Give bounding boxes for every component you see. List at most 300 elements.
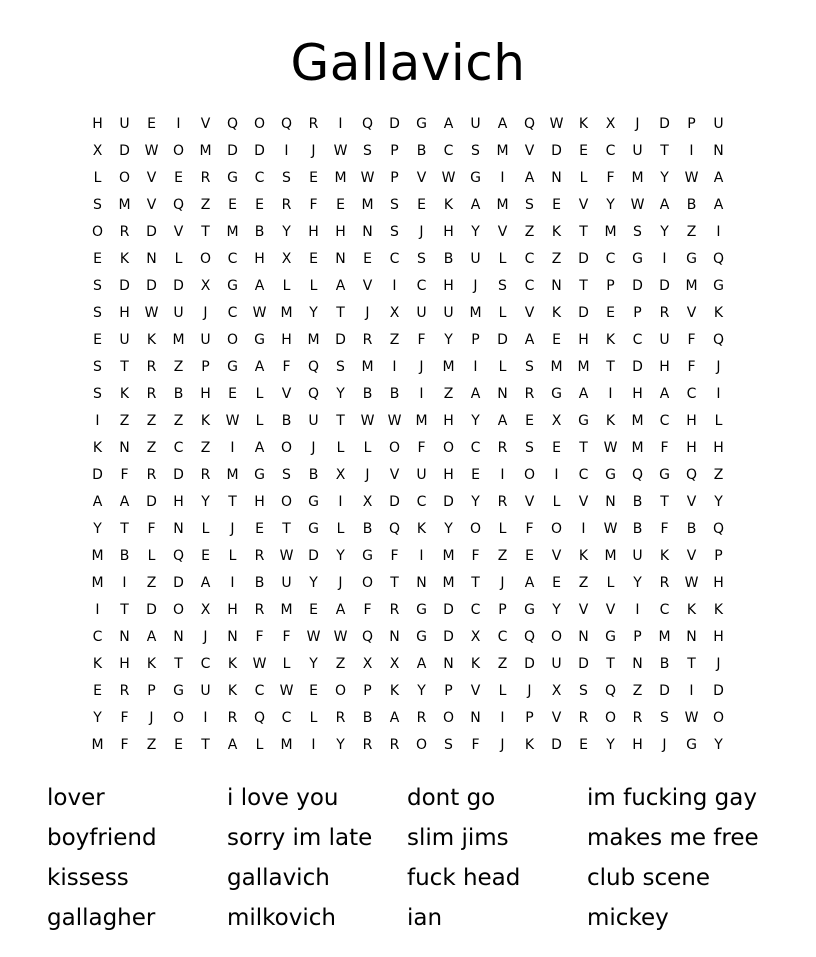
grid-letter[interactable]: T <box>336 413 345 429</box>
grid-letter[interactable]: P <box>444 683 453 699</box>
grid-letter[interactable]: Q <box>631 467 644 483</box>
grid-letter[interactable]: N <box>551 278 562 294</box>
grid-letter[interactable]: T <box>174 656 183 672</box>
grid-letter[interactable]: G <box>173 683 184 699</box>
grid-letter[interactable]: D <box>389 116 400 132</box>
grid-letter[interactable]: V <box>551 710 562 726</box>
grid-letter[interactable]: R <box>659 575 670 591</box>
grid-letter[interactable]: M <box>307 332 320 348</box>
grid-letter[interactable]: I <box>392 359 397 375</box>
grid-letter[interactable]: F <box>660 521 669 537</box>
grid-letter[interactable]: E <box>93 251 102 267</box>
grid-letter[interactable]: Y <box>714 737 723 753</box>
grid-letter[interactable]: L <box>552 494 561 510</box>
grid-letter[interactable]: L <box>336 440 345 456</box>
grid-letter[interactable]: Y <box>309 656 318 672</box>
grid-letter[interactable]: I <box>608 386 613 402</box>
grid-letter[interactable]: Y <box>660 224 669 240</box>
grid-letter[interactable]: A <box>254 359 265 375</box>
grid-letter[interactable]: G <box>686 251 697 267</box>
grid-letter[interactable]: R <box>416 710 427 726</box>
grid-letter[interactable]: W <box>603 440 618 456</box>
grid-letter[interactable]: G <box>605 467 616 483</box>
grid-letter[interactable]: P <box>606 278 615 294</box>
grid-letter[interactable]: M <box>496 197 509 213</box>
grid-letter[interactable]: K <box>92 656 103 672</box>
grid-letter[interactable]: I <box>635 602 640 618</box>
grid-letter[interactable]: J <box>230 521 235 537</box>
grid-letter[interactable]: U <box>632 548 643 564</box>
grid-letter[interactable]: E <box>309 251 318 267</box>
grid-letter[interactable]: O <box>280 494 293 510</box>
grid-letter[interactable]: J <box>365 305 370 321</box>
grid-letter[interactable]: O <box>550 629 563 645</box>
grid-letter[interactable]: I <box>500 467 505 483</box>
grid-letter[interactable]: V <box>551 548 562 564</box>
grid-letter[interactable]: P <box>498 602 507 618</box>
grid-letter[interactable]: X <box>551 683 562 699</box>
grid-letter[interactable]: Y <box>201 494 210 510</box>
grid-letter[interactable]: V <box>605 602 616 618</box>
grid-letter[interactable]: M <box>199 143 212 159</box>
grid-letter[interactable]: J <box>473 278 478 294</box>
grid-letter[interactable]: E <box>174 737 183 753</box>
grid-letter[interactable]: F <box>120 467 129 483</box>
grid-letter[interactable]: G <box>254 467 265 483</box>
grid-letter[interactable]: R <box>254 548 265 564</box>
grid-letter[interactable]: C <box>470 602 481 618</box>
grid-letter[interactable]: L <box>228 548 237 564</box>
grid-letter[interactable]: R <box>119 683 130 699</box>
grid-letter[interactable]: E <box>417 197 426 213</box>
grid-letter[interactable]: S <box>471 143 480 159</box>
grid-letter[interactable]: A <box>200 575 211 591</box>
grid-letter[interactable]: W <box>252 305 267 321</box>
grid-letter[interactable]: Q <box>388 521 401 537</box>
grid-letter[interactable]: W <box>333 629 348 645</box>
grid-letter[interactable]: R <box>281 197 292 213</box>
grid-letter[interactable]: J <box>311 143 316 159</box>
grid-letter[interactable]: S <box>336 359 345 375</box>
grid-letter[interactable]: J <box>365 467 370 483</box>
grid-letter[interactable]: O <box>388 440 401 456</box>
grid-letter[interactable]: Z <box>146 737 157 753</box>
grid-letter[interactable]: B <box>173 386 184 402</box>
grid-letter[interactable]: R <box>389 737 400 753</box>
grid-letter[interactable]: T <box>606 359 615 375</box>
grid-letter[interactable]: S <box>525 440 534 456</box>
grid-letter[interactable]: K <box>686 602 697 618</box>
grid-letter[interactable]: Z <box>389 332 400 348</box>
grid-letter[interactable]: B <box>416 143 427 159</box>
grid-letter[interactable]: U <box>308 413 319 429</box>
grid-letter[interactable]: O <box>550 521 563 537</box>
grid-letter[interactable]: O <box>415 737 428 753</box>
grid-letter[interactable]: Z <box>497 656 508 672</box>
grid-letter[interactable]: G <box>308 494 319 510</box>
grid-letter[interactable]: E <box>471 467 480 483</box>
grid-letter[interactable]: A <box>335 602 346 618</box>
grid-letter[interactable]: A <box>524 332 535 348</box>
grid-letter[interactable]: N <box>119 629 130 645</box>
grid-letter[interactable]: J <box>338 575 343 591</box>
grid-letter[interactable]: Y <box>336 548 345 564</box>
grid-letter[interactable]: Y <box>633 575 642 591</box>
grid-letter[interactable]: Z <box>497 548 508 564</box>
grid-letter[interactable]: Z <box>173 359 184 375</box>
grid-letter[interactable]: I <box>419 548 424 564</box>
grid-letter[interactable]: S <box>363 143 372 159</box>
grid-letter[interactable]: M <box>361 197 374 213</box>
grid-letter[interactable]: R <box>362 737 373 753</box>
grid-letter[interactable]: T <box>120 602 129 618</box>
grid-letter[interactable]: I <box>284 143 289 159</box>
grid-letter[interactable]: A <box>659 386 670 402</box>
grid-letter[interactable]: S <box>93 197 102 213</box>
grid-letter[interactable]: L <box>147 548 156 564</box>
grid-letter[interactable]: T <box>390 575 399 591</box>
grid-letter[interactable]: E <box>309 602 318 618</box>
grid-letter[interactable]: A <box>524 170 535 186</box>
grid-letter[interactable]: R <box>308 116 319 132</box>
grid-letter[interactable]: L <box>93 170 102 186</box>
grid-letter[interactable]: E <box>309 683 318 699</box>
grid-letter[interactable]: U <box>713 116 724 132</box>
grid-letter[interactable]: I <box>473 359 478 375</box>
grid-letter[interactable]: Y <box>714 494 723 510</box>
grid-letter[interactable]: C <box>281 710 292 726</box>
grid-letter[interactable]: V <box>389 467 400 483</box>
grid-letter[interactable]: I <box>689 683 694 699</box>
grid-letter[interactable]: U <box>200 332 211 348</box>
grid-letter[interactable]: Q <box>712 332 725 348</box>
grid-letter[interactable]: A <box>497 413 508 429</box>
grid-letter[interactable]: W <box>684 170 699 186</box>
grid-letter[interactable]: K <box>227 683 238 699</box>
grid-letter[interactable]: G <box>470 170 481 186</box>
grid-letter[interactable]: O <box>469 521 482 537</box>
grid-letter[interactable]: W <box>279 683 294 699</box>
grid-letter[interactable]: H <box>119 656 130 672</box>
grid-letter[interactable]: K <box>119 251 130 267</box>
grid-letter[interactable]: Y <box>444 332 453 348</box>
grid-letter[interactable]: Y <box>471 224 480 240</box>
grid-letter[interactable]: M <box>496 143 509 159</box>
grid-letter[interactable]: L <box>363 440 372 456</box>
grid-letter[interactable]: A <box>713 170 724 186</box>
grid-letter[interactable]: I <box>338 116 343 132</box>
grid-letter[interactable]: H <box>686 440 697 456</box>
grid-letter[interactable]: H <box>335 224 346 240</box>
grid-letter[interactable]: I <box>311 737 316 753</box>
grid-letter[interactable]: I <box>203 710 208 726</box>
grid-letter[interactable]: F <box>255 629 264 645</box>
grid-letter[interactable]: Y <box>660 170 669 186</box>
grid-letter[interactable]: M <box>361 359 374 375</box>
grid-letter[interactable]: J <box>203 629 208 645</box>
grid-letter[interactable]: V <box>497 224 508 240</box>
grid-letter[interactable]: W <box>387 413 402 429</box>
grid-letter[interactable]: H <box>632 737 643 753</box>
grid-letter[interactable]: C <box>227 251 238 267</box>
grid-letter[interactable]: J <box>716 656 721 672</box>
grid-letter[interactable]: X <box>335 467 346 483</box>
grid-letter[interactable]: V <box>524 305 535 321</box>
grid-letter[interactable]: O <box>523 467 536 483</box>
grid-letter[interactable]: D <box>335 332 346 348</box>
grid-letter[interactable]: E <box>255 521 264 537</box>
grid-letter[interactable]: G <box>254 332 265 348</box>
grid-letter[interactable]: B <box>362 521 373 537</box>
grid-letter[interactable]: G <box>686 737 697 753</box>
grid-letter[interactable]: Z <box>119 413 130 429</box>
grid-letter[interactable]: F <box>525 521 534 537</box>
grid-letter[interactable]: L <box>579 170 588 186</box>
grid-letter[interactable]: Z <box>200 440 211 456</box>
grid-letter[interactable]: X <box>200 278 211 294</box>
grid-letter[interactable]: P <box>201 359 210 375</box>
grid-letter[interactable]: F <box>471 548 480 564</box>
grid-letter[interactable]: L <box>255 737 264 753</box>
grid-letter[interactable]: Q <box>712 521 725 537</box>
grid-letter[interactable]: X <box>362 494 373 510</box>
grid-letter[interactable]: T <box>228 494 237 510</box>
grid-letter[interactable]: W <box>684 710 699 726</box>
grid-letter[interactable]: L <box>498 251 507 267</box>
grid-letter[interactable]: P <box>633 305 642 321</box>
grid-letter[interactable]: D <box>254 143 265 159</box>
grid-letter[interactable]: D <box>659 278 670 294</box>
grid-letter[interactable]: D <box>119 143 130 159</box>
grid-letter[interactable]: B <box>119 548 130 564</box>
grid-letter[interactable]: V <box>686 548 697 564</box>
grid-letter[interactable]: H <box>254 251 265 267</box>
grid-letter[interactable]: M <box>631 413 644 429</box>
grid-letter[interactable]: L <box>498 521 507 537</box>
grid-letter[interactable]: Q <box>226 116 239 132</box>
grid-letter[interactable]: Z <box>335 656 346 672</box>
grid-letter[interactable]: X <box>470 629 481 645</box>
grid-letter[interactable]: U <box>551 656 562 672</box>
grid-letter[interactable]: N <box>119 440 130 456</box>
grid-letter[interactable]: H <box>713 629 724 645</box>
grid-letter[interactable]: D <box>146 224 157 240</box>
grid-letter[interactable]: C <box>524 251 535 267</box>
grid-letter[interactable]: U <box>470 116 481 132</box>
grid-letter[interactable]: N <box>578 629 589 645</box>
grid-letter[interactable]: M <box>91 575 104 591</box>
grid-letter[interactable]: J <box>716 359 721 375</box>
grid-letter[interactable]: E <box>552 197 561 213</box>
grid-letter[interactable]: D <box>713 683 724 699</box>
grid-letter[interactable]: C <box>605 143 616 159</box>
grid-letter[interactable]: F <box>120 737 129 753</box>
grid-letter[interactable]: H <box>713 575 724 591</box>
grid-letter[interactable]: S <box>579 683 588 699</box>
grid-letter[interactable]: K <box>389 683 400 699</box>
grid-letter[interactable]: M <box>280 305 293 321</box>
grid-letter[interactable]: N <box>146 251 157 267</box>
grid-letter[interactable]: Y <box>282 224 291 240</box>
grid-letter[interactable]: H <box>281 332 292 348</box>
grid-letter[interactable]: D <box>578 305 589 321</box>
grid-letter[interactable]: C <box>92 629 103 645</box>
grid-letter[interactable]: A <box>470 197 481 213</box>
grid-letter[interactable]: A <box>713 197 724 213</box>
grid-letter[interactable]: I <box>230 440 235 456</box>
grid-letter[interactable]: V <box>362 278 373 294</box>
grid-letter[interactable]: K <box>578 116 589 132</box>
grid-letter[interactable]: Q <box>307 359 320 375</box>
grid-letter[interactable]: Q <box>307 386 320 402</box>
grid-letter[interactable]: Z <box>713 467 724 483</box>
grid-letter[interactable]: R <box>254 602 265 618</box>
grid-letter[interactable]: M <box>226 467 239 483</box>
grid-letter[interactable]: V <box>686 305 697 321</box>
grid-letter[interactable]: T <box>201 224 210 240</box>
grid-letter[interactable]: K <box>551 224 562 240</box>
grid-letter[interactable]: T <box>201 737 210 753</box>
grid-letter[interactable]: D <box>227 143 238 159</box>
grid-letter[interactable]: B <box>686 521 697 537</box>
grid-letter[interactable]: T <box>471 575 480 591</box>
grid-letter[interactable]: O <box>172 602 185 618</box>
grid-letter[interactable]: C <box>578 467 589 483</box>
grid-letter[interactable]: A <box>416 656 427 672</box>
grid-letter[interactable]: K <box>119 386 130 402</box>
grid-letter[interactable]: F <box>147 521 156 537</box>
grid-letter[interactable]: R <box>497 440 508 456</box>
grid-letter[interactable]: K <box>200 413 211 429</box>
grid-letter[interactable]: G <box>524 602 535 618</box>
grid-letter[interactable]: O <box>334 683 347 699</box>
grid-letter[interactable]: X <box>281 251 292 267</box>
grid-letter[interactable]: V <box>470 683 481 699</box>
grid-letter[interactable]: C <box>389 251 400 267</box>
grid-letter[interactable]: X <box>551 413 562 429</box>
grid-letter[interactable]: L <box>498 359 507 375</box>
grid-letter[interactable]: W <box>144 305 159 321</box>
grid-letter[interactable]: Z <box>146 440 157 456</box>
grid-letter[interactable]: O <box>361 575 374 591</box>
grid-letter[interactable]: L <box>255 386 264 402</box>
grid-letter[interactable]: P <box>633 629 642 645</box>
grid-letter[interactable]: L <box>606 575 615 591</box>
grid-letter[interactable]: W <box>333 143 348 159</box>
grid-letter[interactable]: I <box>554 467 559 483</box>
grid-letter[interactable]: H <box>443 413 454 429</box>
grid-letter[interactable]: G <box>659 467 670 483</box>
grid-letter[interactable]: L <box>498 305 507 321</box>
grid-letter[interactable]: D <box>173 278 184 294</box>
grid-letter[interactable]: R <box>497 494 508 510</box>
grid-letter[interactable]: O <box>226 332 239 348</box>
grid-letter[interactable]: Q <box>523 629 536 645</box>
grid-letter[interactable]: X <box>389 656 400 672</box>
grid-letter[interactable]: D <box>632 278 643 294</box>
grid-letter[interactable]: H <box>443 467 454 483</box>
grid-letter[interactable]: O <box>442 710 455 726</box>
grid-letter[interactable]: M <box>469 305 482 321</box>
grid-letter[interactable]: D <box>632 359 643 375</box>
grid-letter[interactable]: C <box>524 278 535 294</box>
grid-letter[interactable]: Q <box>280 116 293 132</box>
grid-letter[interactable]: E <box>552 332 561 348</box>
grid-letter[interactable]: Z <box>146 575 157 591</box>
grid-letter[interactable]: I <box>95 602 100 618</box>
grid-letter[interactable]: Z <box>173 413 184 429</box>
grid-letter[interactable]: R <box>524 386 535 402</box>
grid-letter[interactable]: K <box>92 440 103 456</box>
grid-letter[interactable]: W <box>441 170 456 186</box>
grid-letter[interactable]: N <box>227 629 238 645</box>
grid-letter[interactable]: F <box>687 359 696 375</box>
grid-letter[interactable]: Y <box>336 737 345 753</box>
grid-letter[interactable]: U <box>470 251 481 267</box>
grid-letter[interactable]: W <box>630 197 645 213</box>
grid-letter[interactable]: F <box>417 332 426 348</box>
grid-letter[interactable]: U <box>119 116 130 132</box>
grid-letter[interactable]: Z <box>524 224 535 240</box>
grid-letter[interactable]: Y <box>552 602 561 618</box>
grid-letter[interactable]: W <box>684 575 699 591</box>
grid-letter[interactable]: B <box>443 251 454 267</box>
grid-letter[interactable]: H <box>686 413 697 429</box>
grid-letter[interactable]: M <box>280 737 293 753</box>
grid-letter[interactable]: J <box>527 683 532 699</box>
grid-letter[interactable]: D <box>659 116 670 132</box>
grid-letter[interactable]: R <box>200 170 211 186</box>
grid-letter[interactable]: M <box>415 413 428 429</box>
grid-letter[interactable]: V <box>281 386 292 402</box>
grid-letter[interactable]: D <box>443 602 454 618</box>
grid-letter[interactable]: Z <box>146 413 157 429</box>
grid-letter[interactable]: L <box>201 521 210 537</box>
grid-letter[interactable]: K <box>443 197 454 213</box>
grid-letter[interactable]: C <box>200 656 211 672</box>
grid-letter[interactable]: V <box>686 494 697 510</box>
grid-letter[interactable]: Z <box>578 575 589 591</box>
grid-letter[interactable]: K <box>713 305 724 321</box>
grid-letter[interactable]: T <box>282 521 291 537</box>
grid-letter[interactable]: A <box>443 116 454 132</box>
grid-letter[interactable]: U <box>119 332 130 348</box>
grid-letter[interactable]: J <box>311 440 316 456</box>
grid-letter[interactable]: X <box>362 656 373 672</box>
grid-letter[interactable]: T <box>660 494 669 510</box>
grid-letter[interactable]: A <box>119 494 130 510</box>
grid-letter[interactable]: G <box>416 629 427 645</box>
grid-letter[interactable]: Q <box>604 683 617 699</box>
grid-letter[interactable]: T <box>579 224 588 240</box>
grid-letter[interactable]: G <box>362 548 373 564</box>
grid-letter[interactable]: D <box>659 683 670 699</box>
grid-letter[interactable]: Q <box>172 197 185 213</box>
grid-letter[interactable]: J <box>203 305 208 321</box>
grid-letter[interactable]: C <box>497 629 508 645</box>
grid-letter[interactable]: M <box>91 737 104 753</box>
grid-letter[interactable]: E <box>552 575 561 591</box>
grid-letter[interactable]: T <box>579 278 588 294</box>
grid-letter[interactable]: P <box>147 683 156 699</box>
grid-letter[interactable]: G <box>227 278 238 294</box>
grid-letter[interactable]: W <box>360 170 375 186</box>
grid-letter[interactable]: S <box>525 197 534 213</box>
grid-letter[interactable]: X <box>389 305 400 321</box>
grid-letter[interactable]: U <box>632 143 643 159</box>
grid-letter[interactable]: L <box>282 278 291 294</box>
grid-letter[interactable]: V <box>524 494 535 510</box>
